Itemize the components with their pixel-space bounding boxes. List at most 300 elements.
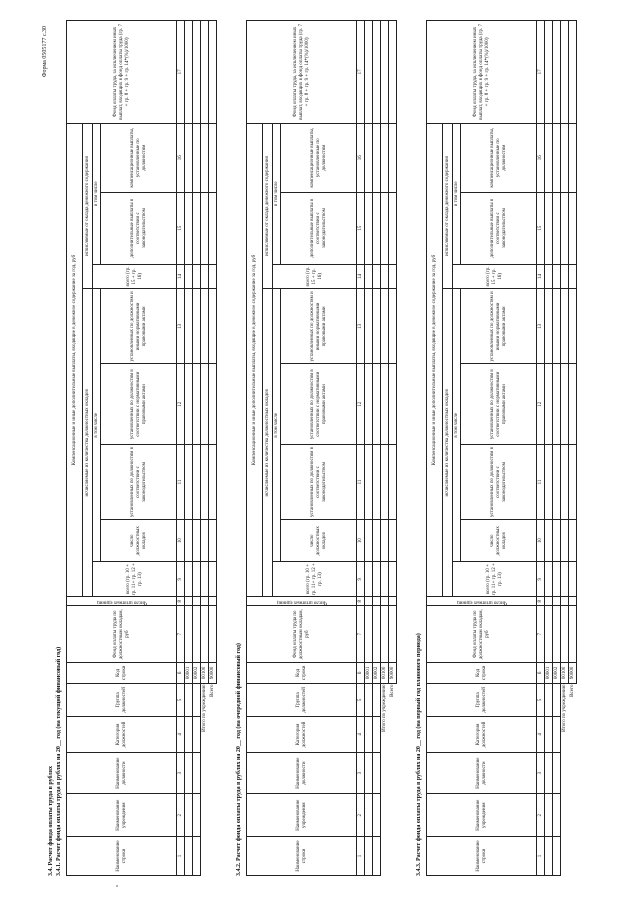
- section-2-title: 3.4.2. Расчет фонда оплаты труда в рублях на 20__ год (на очередной финансовый год): [236, 643, 242, 876]
- column-number: 8: [537, 597, 545, 606]
- column-number: 17: [357, 21, 365, 124]
- empty-cell: [201, 192, 209, 264]
- column-number: 14: [537, 264, 545, 289]
- empty-cell: [209, 562, 217, 597]
- scan-speck: [116, 885, 118, 887]
- header-row-name: Наименование строки: [67, 836, 177, 875]
- empty-cell: [193, 192, 201, 264]
- row-code: 00001: [185, 663, 193, 683]
- column-number: 4: [537, 717, 545, 753]
- empty-cell: [201, 597, 209, 606]
- empty-cell: [553, 21, 561, 124]
- empty-cell: [185, 364, 193, 444]
- header-c12: установленных по должностям в соответствии с нормативными правовыми актами: [101, 364, 177, 444]
- header-position: Наименование должности: [247, 752, 357, 794]
- column-number: 11: [357, 444, 365, 519]
- header-incl-salary: исчисляемые от оклада денежного содержания: [83, 123, 93, 289]
- empty-cell: [561, 289, 569, 364]
- empty-cell: [553, 123, 561, 192]
- form-number: Форма 0505177 с.30: [42, 26, 48, 78]
- empty-cell: [553, 520, 561, 562]
- header-count-oklad: число должностных окладов: [101, 520, 177, 562]
- empty-cell: [381, 444, 389, 519]
- column-number: 17: [537, 21, 545, 124]
- header-category: Категория должностей: [67, 717, 177, 753]
- empty-cell: [185, 717, 193, 753]
- empty-cell: [389, 123, 397, 192]
- header-c12: установленных по должностям в соответствии с нормативными правовыми актами: [281, 364, 357, 444]
- empty-cell: [193, 520, 201, 562]
- empty-cell: [201, 264, 209, 289]
- empty-cell: [209, 520, 217, 562]
- header-total-b: всего (гр. 15 + гр. 16): [93, 264, 177, 289]
- header-c15: дополнительные выплаты в соответствии с законодательством: [101, 192, 177, 264]
- empty-cell: [365, 752, 373, 794]
- header-group: Группа должностей: [67, 683, 177, 717]
- empty-cell: [193, 444, 201, 519]
- header-count-oklad: число должностных окладов: [461, 520, 537, 562]
- empty-cell: [373, 21, 381, 124]
- empty-cell: [209, 264, 217, 289]
- empty-cell: [185, 444, 193, 519]
- empty-cell: [201, 21, 209, 124]
- empty-cell: [185, 520, 193, 562]
- header-c16: компенсационные выплаты, установленные по должностям: [461, 123, 537, 192]
- empty-cell: [389, 289, 397, 364]
- header-total-a: всего (гр. 10 + гр. 11+ гр. 12 + гр. 13): [93, 562, 177, 597]
- header-fot: Фонд оплаты труда по должностным окладам, руб: [247, 606, 357, 663]
- empty-cell: [373, 289, 381, 364]
- column-number: 2: [177, 794, 185, 836]
- header-total-b: всего (гр. 15 + гр. 16): [453, 264, 537, 289]
- empty-cell: [561, 444, 569, 519]
- column-number: 3: [177, 752, 185, 794]
- empty-cell: [201, 520, 209, 562]
- column-number: 14: [357, 264, 365, 289]
- subtotal-label: Итого по учреждению: [201, 683, 209, 875]
- header-institution: Наименование учреждения: [427, 794, 537, 836]
- header-row-name: Наименование строки: [247, 836, 357, 875]
- empty-cell: [373, 794, 381, 836]
- empty-cell: [553, 597, 561, 606]
- empty-cell: [373, 683, 381, 717]
- header-in-that-a: в том числе: [273, 289, 281, 562]
- header-incl-salary: исчисляемые от оклада денежного содержания: [263, 123, 273, 289]
- column-number: 2: [537, 794, 545, 836]
- empty-cell: [553, 717, 561, 753]
- subtotal-code: 00100: [561, 663, 569, 683]
- empty-cell: [545, 836, 553, 875]
- empty-cell: [209, 597, 217, 606]
- empty-cell: [381, 597, 389, 606]
- empty-cell: [561, 21, 569, 124]
- empty-cell: [185, 683, 193, 717]
- header-c16: компенсационные выплаты, установленные по должностям: [101, 123, 177, 192]
- column-number: 15: [537, 192, 545, 264]
- header-c15: дополнительные выплаты в соответствии с законодательством: [281, 192, 357, 264]
- header-code: Код строки: [247, 663, 357, 683]
- header-group: Группа должностей: [427, 683, 537, 717]
- empty-cell: [381, 606, 389, 663]
- header-code: Код строки: [67, 663, 177, 683]
- column-number: 5: [357, 683, 365, 717]
- empty-cell: [365, 836, 373, 875]
- empty-cell: [545, 606, 553, 663]
- column-number: 3: [357, 752, 365, 794]
- empty-cell: [381, 520, 389, 562]
- row-code: 00001: [365, 663, 373, 683]
- header-c16: компенсационные выплаты, установленные по должностям: [281, 123, 357, 192]
- empty-cell: [545, 264, 553, 289]
- empty-cell: [373, 836, 381, 875]
- column-number: 10: [357, 520, 365, 562]
- empty-cell: [553, 562, 561, 597]
- empty-cell: [561, 606, 569, 663]
- empty-cell: [193, 683, 201, 717]
- header-position: Наименование должности: [427, 752, 537, 794]
- total-label: Всего: [389, 683, 397, 875]
- column-number: 6: [537, 663, 545, 683]
- column-number: 17: [177, 21, 185, 124]
- empty-cell: [365, 123, 373, 192]
- empty-cell: [209, 192, 217, 264]
- header-c11: установленных по должностям в соответствии с законодательством: [281, 444, 357, 519]
- empty-cell: [365, 520, 373, 562]
- empty-cell: [193, 606, 201, 663]
- empty-cell: [389, 606, 397, 663]
- empty-cell: [561, 562, 569, 597]
- column-number: 1: [357, 836, 365, 875]
- empty-cell: [193, 289, 201, 364]
- subtotal-code: 00100: [381, 663, 389, 683]
- empty-cell: [209, 289, 217, 364]
- fot-table: [246, 20, 397, 876]
- empty-cell: [569, 444, 577, 519]
- empty-cell: [381, 123, 389, 192]
- row-code: 00002: [553, 663, 561, 683]
- empty-cell: [553, 752, 561, 794]
- empty-cell: [209, 606, 217, 663]
- empty-cell: [561, 264, 569, 289]
- empty-cell: [373, 562, 381, 597]
- empty-cell: [389, 192, 397, 264]
- header-total-b: всего (гр. 15 + гр. 16): [273, 264, 357, 289]
- column-number: 7: [357, 606, 365, 663]
- row-code: 00002: [193, 663, 201, 683]
- header-in-that-a: в том числе: [453, 289, 461, 562]
- empty-cell: [569, 21, 577, 124]
- empty-cell: [545, 752, 553, 794]
- empty-cell: [569, 264, 577, 289]
- rotated-region: [40, 20, 600, 880]
- column-number: 4: [177, 717, 185, 753]
- header-fund: Фонд оплаты труда, за исключением иных выплат, входящих в фонд оплаты труда (гр. 7 + гр. 8 + гр. 9 + гр. 14*(%)/1000): [67, 21, 177, 124]
- empty-cell: [561, 597, 569, 606]
- empty-cell: [389, 21, 397, 124]
- column-number: 5: [177, 683, 185, 717]
- empty-cell: [373, 123, 381, 192]
- empty-cell: [365, 717, 373, 753]
- empty-cell: [545, 597, 553, 606]
- header-c13: установленных по должностям и иными нормативными правовыми актами: [101, 289, 177, 364]
- column-number: 11: [537, 444, 545, 519]
- header-comp-group: Компенсационные и иные дополнительные выплаты, входящие в денежное содержание за год, руб: [427, 123, 443, 597]
- empty-cell: [185, 123, 193, 192]
- empty-cell: [185, 562, 193, 597]
- column-number: 13: [357, 289, 365, 364]
- total-code: 90000: [209, 663, 217, 683]
- header-incl-official: исчисляемые из количества должностных окладов: [83, 289, 93, 597]
- empty-cell: [365, 444, 373, 519]
- empty-cell: [545, 192, 553, 264]
- column-number: 4: [357, 717, 365, 753]
- form-canvas: [40, 20, 600, 880]
- subtotal-label: Итого по учреждению: [561, 683, 569, 875]
- empty-cell: [185, 597, 193, 606]
- empty-cell: [381, 264, 389, 289]
- empty-cell: [381, 21, 389, 124]
- empty-cell: [209, 21, 217, 124]
- empty-cell: [185, 606, 193, 663]
- column-number: 8: [357, 597, 365, 606]
- empty-cell: [389, 597, 397, 606]
- empty-cell: [201, 562, 209, 597]
- column-number: 1: [177, 836, 185, 875]
- header-institution: Наименование учреждения: [67, 794, 177, 836]
- column-number: 7: [537, 606, 545, 663]
- empty-cell: [569, 289, 577, 364]
- empty-cell: [545, 562, 553, 597]
- empty-cell: [553, 289, 561, 364]
- header-c11: установленных по должностям в соответствии с законодательством: [461, 444, 537, 519]
- column-number: 14: [177, 264, 185, 289]
- empty-cell: [193, 21, 201, 124]
- column-number: 16: [537, 123, 545, 192]
- column-number: 16: [357, 123, 365, 192]
- header-count-oklad: число должностных окладов: [281, 520, 357, 562]
- header-institution: Наименование учреждения: [247, 794, 357, 836]
- header-incl-official: исчисляемые из количества должностных окладов: [263, 289, 273, 597]
- empty-cell: [545, 794, 553, 836]
- empty-cell: [185, 289, 193, 364]
- empty-cell: [193, 794, 201, 836]
- empty-cell: [569, 192, 577, 264]
- section-heading: 3.4. Расчет фонда оплаты труда в рублях: [48, 766, 54, 876]
- empty-cell: [373, 364, 381, 444]
- empty-cell: [545, 364, 553, 444]
- empty-cell: [365, 21, 373, 124]
- empty-cell: [545, 444, 553, 519]
- column-number: 12: [357, 364, 365, 444]
- empty-cell: [365, 364, 373, 444]
- empty-cell: [365, 683, 373, 717]
- empty-cell: [545, 21, 553, 124]
- column-number: 9: [177, 562, 185, 597]
- empty-cell: [185, 794, 193, 836]
- column-number: 8: [177, 597, 185, 606]
- column-number: 15: [177, 192, 185, 264]
- empty-cell: [185, 21, 193, 124]
- empty-cell: [193, 562, 201, 597]
- column-number: 13: [177, 289, 185, 364]
- fot-table: [66, 20, 217, 876]
- empty-cell: [209, 444, 217, 519]
- section-1-title: 3.4.1. Расчет фонда оплаты труда в рублях на 20__ год (на текущий финансовый год): [56, 646, 62, 876]
- empty-cell: [193, 836, 201, 875]
- empty-cell: [201, 444, 209, 519]
- empty-cell: [209, 364, 217, 444]
- empty-cell: [373, 520, 381, 562]
- empty-cell: [569, 364, 577, 444]
- empty-cell: [381, 289, 389, 364]
- empty-cell: [373, 752, 381, 794]
- column-number: 10: [537, 520, 545, 562]
- empty-cell: [193, 123, 201, 192]
- empty-cell: [561, 364, 569, 444]
- empty-cell: [389, 520, 397, 562]
- empty-cell: [201, 289, 209, 364]
- empty-cell: [373, 264, 381, 289]
- header-position: Наименование должности: [67, 752, 177, 794]
- header-fot: Фонд оплаты труда по должностным окладам, руб: [67, 606, 177, 663]
- header-units: Число штатных единиц: [427, 597, 537, 606]
- column-number: 11: [177, 444, 185, 519]
- header-in-that-b: в том числе: [273, 123, 281, 264]
- header-incl-salary: исчисляемые от оклада денежного содержания: [443, 123, 453, 289]
- empty-cell: [545, 717, 553, 753]
- header-total-a: всего (гр. 10 + гр. 11+ гр. 12 + гр. 13): [453, 562, 537, 597]
- header-fund: Фонд оплаты труда, за исключением иных выплат, входящих в фонд оплаты труда (гр. 7 + гр. 8 + гр. 9 + гр. 14*(%)/1000): [427, 21, 537, 124]
- header-c13: установленных по должностям и иными нормативными правовыми актами: [281, 289, 357, 364]
- empty-cell: [373, 444, 381, 519]
- empty-cell: [569, 606, 577, 663]
- empty-cell: [561, 123, 569, 192]
- empty-cell: [389, 444, 397, 519]
- header-row-name: Наименование строки: [427, 836, 537, 875]
- empty-cell: [193, 597, 201, 606]
- header-in-that-a: в том числе: [93, 289, 101, 562]
- empty-cell: [545, 289, 553, 364]
- column-number: 7: [177, 606, 185, 663]
- empty-cell: [553, 444, 561, 519]
- empty-cell: [193, 752, 201, 794]
- header-category: Категория должностей: [427, 717, 537, 753]
- empty-cell: [569, 597, 577, 606]
- header-incl-official: исчисляемые из количества должностных окладов: [443, 289, 453, 597]
- empty-cell: [365, 264, 373, 289]
- empty-cell: [389, 562, 397, 597]
- row-code: 00002: [373, 663, 381, 683]
- subtotal-code: 00100: [201, 663, 209, 683]
- column-number: 1: [537, 836, 545, 875]
- header-fund: Фонд оплаты труда, за исключением иных выплат, входящих в фонд оплаты труда (гр. 7 + гр. 8 + гр. 9 + гр. 14*(%)/1000): [247, 21, 357, 124]
- empty-cell: [553, 264, 561, 289]
- column-number: 10: [177, 520, 185, 562]
- empty-cell: [553, 606, 561, 663]
- empty-cell: [365, 289, 373, 364]
- header-comp-group: Компенсационные и иные дополнительные выплаты, входящие в денежное содержание за год, руб: [67, 123, 83, 597]
- header-group: Группа должностей: [247, 683, 357, 717]
- subtotal-label: Итого по учреждению: [381, 683, 389, 875]
- empty-cell: [365, 794, 373, 836]
- empty-cell: [185, 836, 193, 875]
- row-code: 00001: [545, 663, 553, 683]
- empty-cell: [381, 364, 389, 444]
- header-c13: установленных по должностям и иными нормативными правовыми актами: [461, 289, 537, 364]
- empty-cell: [553, 794, 561, 836]
- empty-cell: [545, 123, 553, 192]
- total-label: Всего: [209, 683, 217, 875]
- column-number: 16: [177, 123, 185, 192]
- empty-cell: [553, 683, 561, 717]
- empty-cell: [365, 192, 373, 264]
- header-units: Число штатных единиц: [67, 597, 177, 606]
- column-number: 12: [177, 364, 185, 444]
- empty-cell: [185, 752, 193, 794]
- column-number: 9: [357, 562, 365, 597]
- empty-cell: [373, 597, 381, 606]
- header-c15: дополнительные выплаты в соответствии с законодательством: [461, 192, 537, 264]
- empty-cell: [373, 192, 381, 264]
- header-total-a: всего (гр. 10 + гр. 11+ гр. 12 + гр. 13): [273, 562, 357, 597]
- empty-cell: [373, 717, 381, 753]
- empty-cell: [193, 717, 201, 753]
- empty-cell: [569, 562, 577, 597]
- fot-table: [426, 20, 577, 876]
- empty-cell: [569, 520, 577, 562]
- column-number: 5: [537, 683, 545, 717]
- empty-cell: [209, 123, 217, 192]
- header-c12: установленных по должностям в соответствии с нормативными правовыми актами: [461, 364, 537, 444]
- column-number: 15: [357, 192, 365, 264]
- empty-cell: [193, 364, 201, 444]
- empty-cell: [569, 123, 577, 192]
- header-code: Код строки: [427, 663, 537, 683]
- empty-cell: [553, 364, 561, 444]
- header-comp-group: Компенсационные и иные дополнительные выплаты, входящие в денежное содержание за год, руб: [247, 123, 263, 597]
- empty-cell: [365, 597, 373, 606]
- empty-cell: [201, 364, 209, 444]
- total-label: Всего: [569, 683, 577, 875]
- empty-cell: [201, 606, 209, 663]
- header-category: Категория должностей: [247, 717, 357, 753]
- empty-cell: [561, 520, 569, 562]
- empty-cell: [553, 192, 561, 264]
- empty-cell: [365, 562, 373, 597]
- column-number: 12: [537, 364, 545, 444]
- section-3-title: 3.4.3. Расчет фонда оплаты труда в рублях на 20__ год (на первый год планового периода): [416, 633, 422, 876]
- empty-cell: [389, 264, 397, 289]
- empty-cell: [381, 192, 389, 264]
- empty-cell: [373, 606, 381, 663]
- empty-cell: [201, 123, 209, 192]
- header-c11: установленных по должностям в соответствии с законодательством: [101, 444, 177, 519]
- header-fot: Фонд оплаты труда по должностным окладам, руб: [427, 606, 537, 663]
- empty-cell: [545, 683, 553, 717]
- empty-cell: [545, 520, 553, 562]
- empty-cell: [381, 562, 389, 597]
- column-number: 2: [357, 794, 365, 836]
- column-number: 3: [537, 752, 545, 794]
- header-in-that-b: в том числе: [453, 123, 461, 264]
- empty-cell: [185, 264, 193, 289]
- column-number: 6: [177, 663, 185, 683]
- empty-cell: [185, 192, 193, 264]
- total-code: 90000: [569, 663, 577, 683]
- empty-cell: [193, 264, 201, 289]
- column-number: 6: [357, 663, 365, 683]
- empty-cell: [365, 606, 373, 663]
